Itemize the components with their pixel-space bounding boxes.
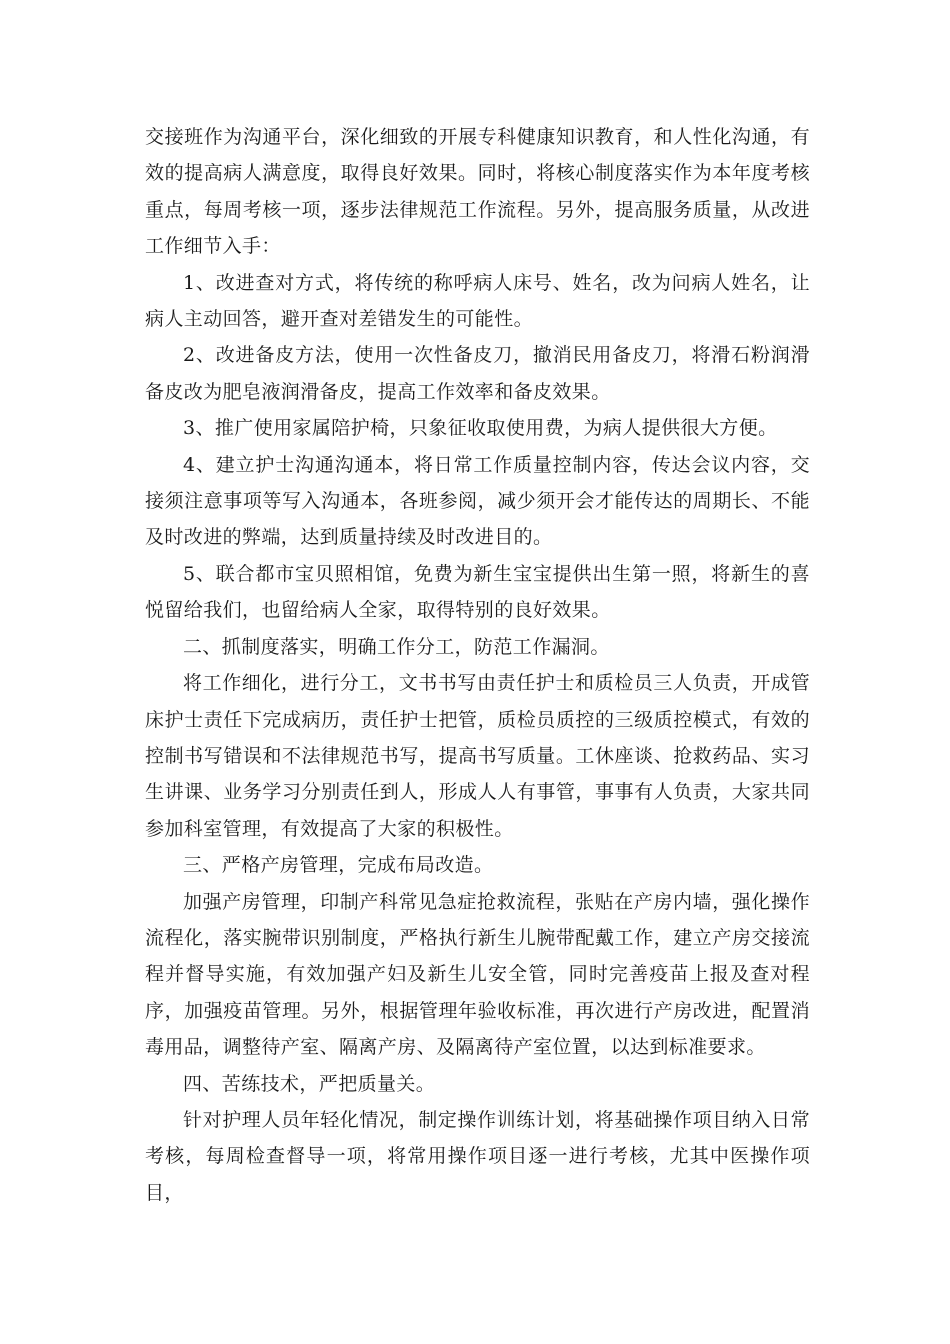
- paragraph: 加强产房管理，印制产科常见急症抢救流程，张贴在产房内墙，强化操作流程化，落实腕带识别制度，严格执行新生儿腕带配戴工作，建立产房交接流程并督导实施，有效加强产妇及新生儿安全管，同时完善疫苗上报及查对程序，加强疫苗管理。另外，根据管理年验收标准，再次进行产房改进，配置消毒用品，调整待产室、隔离产房、及隔离待产室位置，以达到标准要求。: [145, 890, 810, 1059]
- document-body: [145, 119, 810, 1211]
- section-heading: 三、严格产房管理，完成布局改造。: [183, 854, 494, 877]
- section-heading: 二、抓制度落实，明确工作分工，防范工作漏洞。: [183, 635, 610, 658]
- paragraph: 2、改进备皮方法，使用一次性备皮刀，撤消民用备皮刀，将滑石粉润滑备皮改为肥皂液润滑备皮，提高工作效率和备皮效果。: [145, 344, 810, 403]
- section-heading: 四、苦练技术，严把质量关。: [183, 1072, 436, 1095]
- paragraph: 5、联合都市宝贝照相馆，免费为新生宝宝提供出生第一照，将新生的喜悦留给我们，也留给病人全家，取得特别的良好效果。: [145, 562, 810, 622]
- paragraph: 针对护理人员年轻化情况，制定操作训练计划，将基础操作项目纳入日常考核，每周检查督导一项，将常用操作项目逐一进行考核，尤其中医操作项目，: [145, 1108, 810, 1204]
- paragraph: 4、建立护士沟通沟通本，将日常工作质量控制内容，传达会议内容，交接须注意事项等写入沟通本，各班参阅，减少须开会才能传达的周期长、不能及时改进的弊端，达到质量持续及时改进目的。: [145, 453, 810, 549]
- paragraph: 交接班作为沟通平台，深化细致的开展专科健康知识教育，和人性化沟通，有效的提高病人满意度，取得良好效果。同时，将核心制度落实作为本年度考核重点，每周考核一项，逐步法律规范工作流程。另外，提高服务质量，从改进工作细节入手：: [145, 126, 810, 258]
- paragraph: 1、改进查对方式，将传统的称呼病人床号、姓名，改为问病人姓名，让病人主动回答，避开查对差错发生的可能性。: [145, 271, 810, 331]
- paragraph: 将工作细化，进行分工，文书书写由责任护士和质检员三人负责，开成管床护士责任下完成病历，责任护士把管，质检员质控的三级质控模式，有效的控制书写错误和不法律规范书写，提高书写质量。工休座谈、抢救药品、实习生讲课、业务学习分别责任到人，形成人人有事管，事事有人负责，大家共同参加科室管理，有效提高了大家的积极性。: [145, 672, 810, 840]
- paragraph: 3、推广使用家属陪护椅，只象征收取使用费，为病人提供很大方便。: [183, 417, 778, 440]
